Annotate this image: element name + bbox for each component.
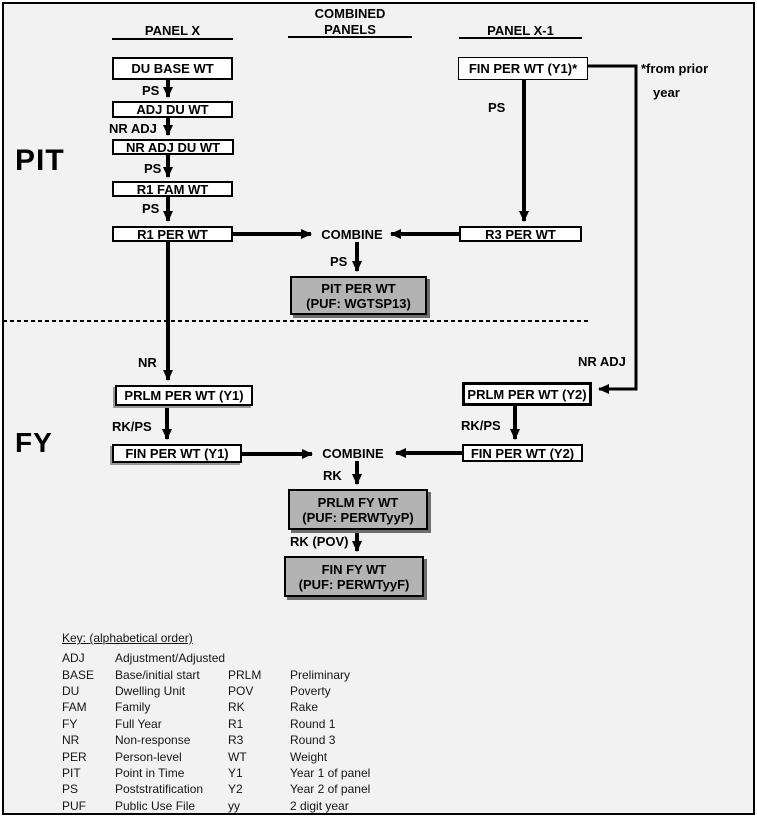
key-definition: Non-response <box>115 733 191 748</box>
key-definition: Preliminary <box>290 667 351 682</box>
node-adj-du-wt: ADJ DU WT <box>112 101 233 118</box>
edge-label-ps-right: PS <box>488 100 506 115</box>
key-abbreviation: RK <box>228 700 245 715</box>
edge-label-nr-adj-a: NR ADJ <box>109 121 157 136</box>
prlm-fy-wt-line2: (PUF: PERWTyyP) <box>302 509 414 525</box>
edge-label-nr-adj-b: NR ADJ <box>578 354 626 369</box>
key-definition: Public Use File <box>115 798 196 813</box>
key-abbreviation: NR <box>62 733 80 748</box>
footnote-line1: *from prior <box>641 61 709 76</box>
node-prlm-fy-wt <box>288 489 428 530</box>
pit-per-wt-line1: PIT PER WT <box>321 280 396 296</box>
key-rows <box>62 650 482 814</box>
key-definition: Round 1 <box>290 716 336 731</box>
node-r1-per-wt: R1 PER WT <box>112 226 233 242</box>
key-definition: Round 3 <box>290 733 336 748</box>
key-row <box>62 748 482 764</box>
prlm-fy-wt-line1: PRLM FY WT <box>317 494 399 510</box>
node-prlm-per-wt-y2: PRLM PER WT (Y2) <box>462 382 592 406</box>
key-definition: Family <box>115 700 151 715</box>
key-definition: Poverty <box>290 683 331 698</box>
fin-fy-wt-line1: FIN FY WT <box>321 561 387 577</box>
pit-per-wt-line2: (PUF: WGTSP13) <box>306 295 411 311</box>
key-definition: Point in Time <box>115 765 185 780</box>
key-abbreviation: PUF <box>62 798 86 813</box>
key-abbreviation: DU <box>62 683 80 698</box>
node-prlm-per-wt-y1: PRLM PER WT (Y1) <box>115 385 253 406</box>
key-row <box>62 650 482 666</box>
edge-label-rk-pov: RK (POV) <box>290 534 349 549</box>
node-r1-fam-wt: R1 FAM WT <box>112 181 233 197</box>
key-abbreviation: R3 <box>228 733 244 748</box>
key-row <box>62 699 482 715</box>
edge-label-ps-a: PS <box>142 83 160 98</box>
edge-label-ps-b: PS <box>144 161 162 176</box>
key-abbreviation: ADJ <box>62 651 85 666</box>
key-definition: 2 digit year <box>290 798 349 813</box>
key-abbreviation: Y2 <box>228 782 243 797</box>
key-definition: Weight <box>290 749 328 764</box>
key-row <box>62 666 482 682</box>
node-combine-pit: COMBINE <box>321 227 383 242</box>
key-definition: Year 1 of panel <box>290 765 371 780</box>
key-row <box>62 781 482 797</box>
node-nr-adj-du-wt: NR ADJ DU WT <box>112 139 234 155</box>
node-fin-per-wt-y1: FIN PER WT (Y1) <box>112 444 242 463</box>
key-definition: Full Year <box>115 716 162 731</box>
key-definition: Rake <box>290 700 319 715</box>
key-abbreviation: WT <box>228 749 247 764</box>
key-row <box>62 798 482 814</box>
column-header-combined-panels <box>288 6 412 38</box>
key-abbreviation: Y1 <box>228 765 243 780</box>
node-fin-per-wt-y1-prior: FIN PER WT (Y1)* <box>458 57 588 80</box>
key-definition: Adjustment/Adjusted <box>115 651 226 666</box>
section-label-pit: PIT <box>15 144 65 177</box>
key-abbreviation: PS <box>62 782 79 797</box>
key-row <box>62 716 482 732</box>
key-definition: Dwelling Unit <box>115 683 186 698</box>
edge-label-rk: RK <box>323 468 342 483</box>
node-r3-per-wt: R3 PER WT <box>459 226 582 242</box>
key-abbreviation: BASE <box>62 667 95 682</box>
footnote-line2: year <box>653 85 680 100</box>
edge-label-rkps-a: RK/PS <box>112 419 152 434</box>
section-label-fy: FY <box>15 427 53 458</box>
node-fin-fy-wt <box>284 556 424 597</box>
key-abbreviation: PRLM <box>228 667 262 682</box>
key-definition: Base/initial start <box>115 667 200 682</box>
edge-label-nr: NR <box>138 355 157 370</box>
node-fin-per-wt-y2: FIN PER WT (Y2) <box>462 444 583 462</box>
edge-label-ps-combine: PS <box>330 254 348 269</box>
combined-line1: COMBINED <box>314 6 386 21</box>
node-du-base-wt: DU BASE WT <box>112 57 233 80</box>
key-abbreviation: R1 <box>228 716 244 731</box>
fin-fy-wt-line2: (PUF: PERWTyyF) <box>298 576 410 592</box>
key-abbreviation: PER <box>62 749 87 764</box>
key-definition: Poststratification <box>115 782 204 797</box>
key-abbreviation: FY <box>62 716 78 731</box>
key-row <box>62 683 482 699</box>
key-row <box>62 765 482 781</box>
node-pit-per-wt <box>290 276 427 315</box>
key-row <box>62 732 482 748</box>
key-abbreviation: PIT <box>62 765 81 780</box>
node-combine-fy: COMBINE <box>322 446 384 461</box>
column-header-panel-x1: PANEL X-1 <box>487 23 554 38</box>
key-abbreviation: yy <box>228 798 240 813</box>
key-title: Key: (alphabetical order) <box>62 631 193 645</box>
column-header-panel-x: PANEL X <box>144 23 201 38</box>
key-definition: Person-level <box>115 749 182 764</box>
key-legend <box>62 631 482 814</box>
combined-line2: PANELS <box>324 22 376 37</box>
key-abbreviation: POV <box>228 683 254 698</box>
key-definition: Year 2 of panel <box>290 782 371 797</box>
key-abbreviation: FAM <box>62 700 87 715</box>
edge-label-rkps-b: RK/PS <box>461 418 501 433</box>
edge-label-ps-c: PS <box>142 201 160 216</box>
